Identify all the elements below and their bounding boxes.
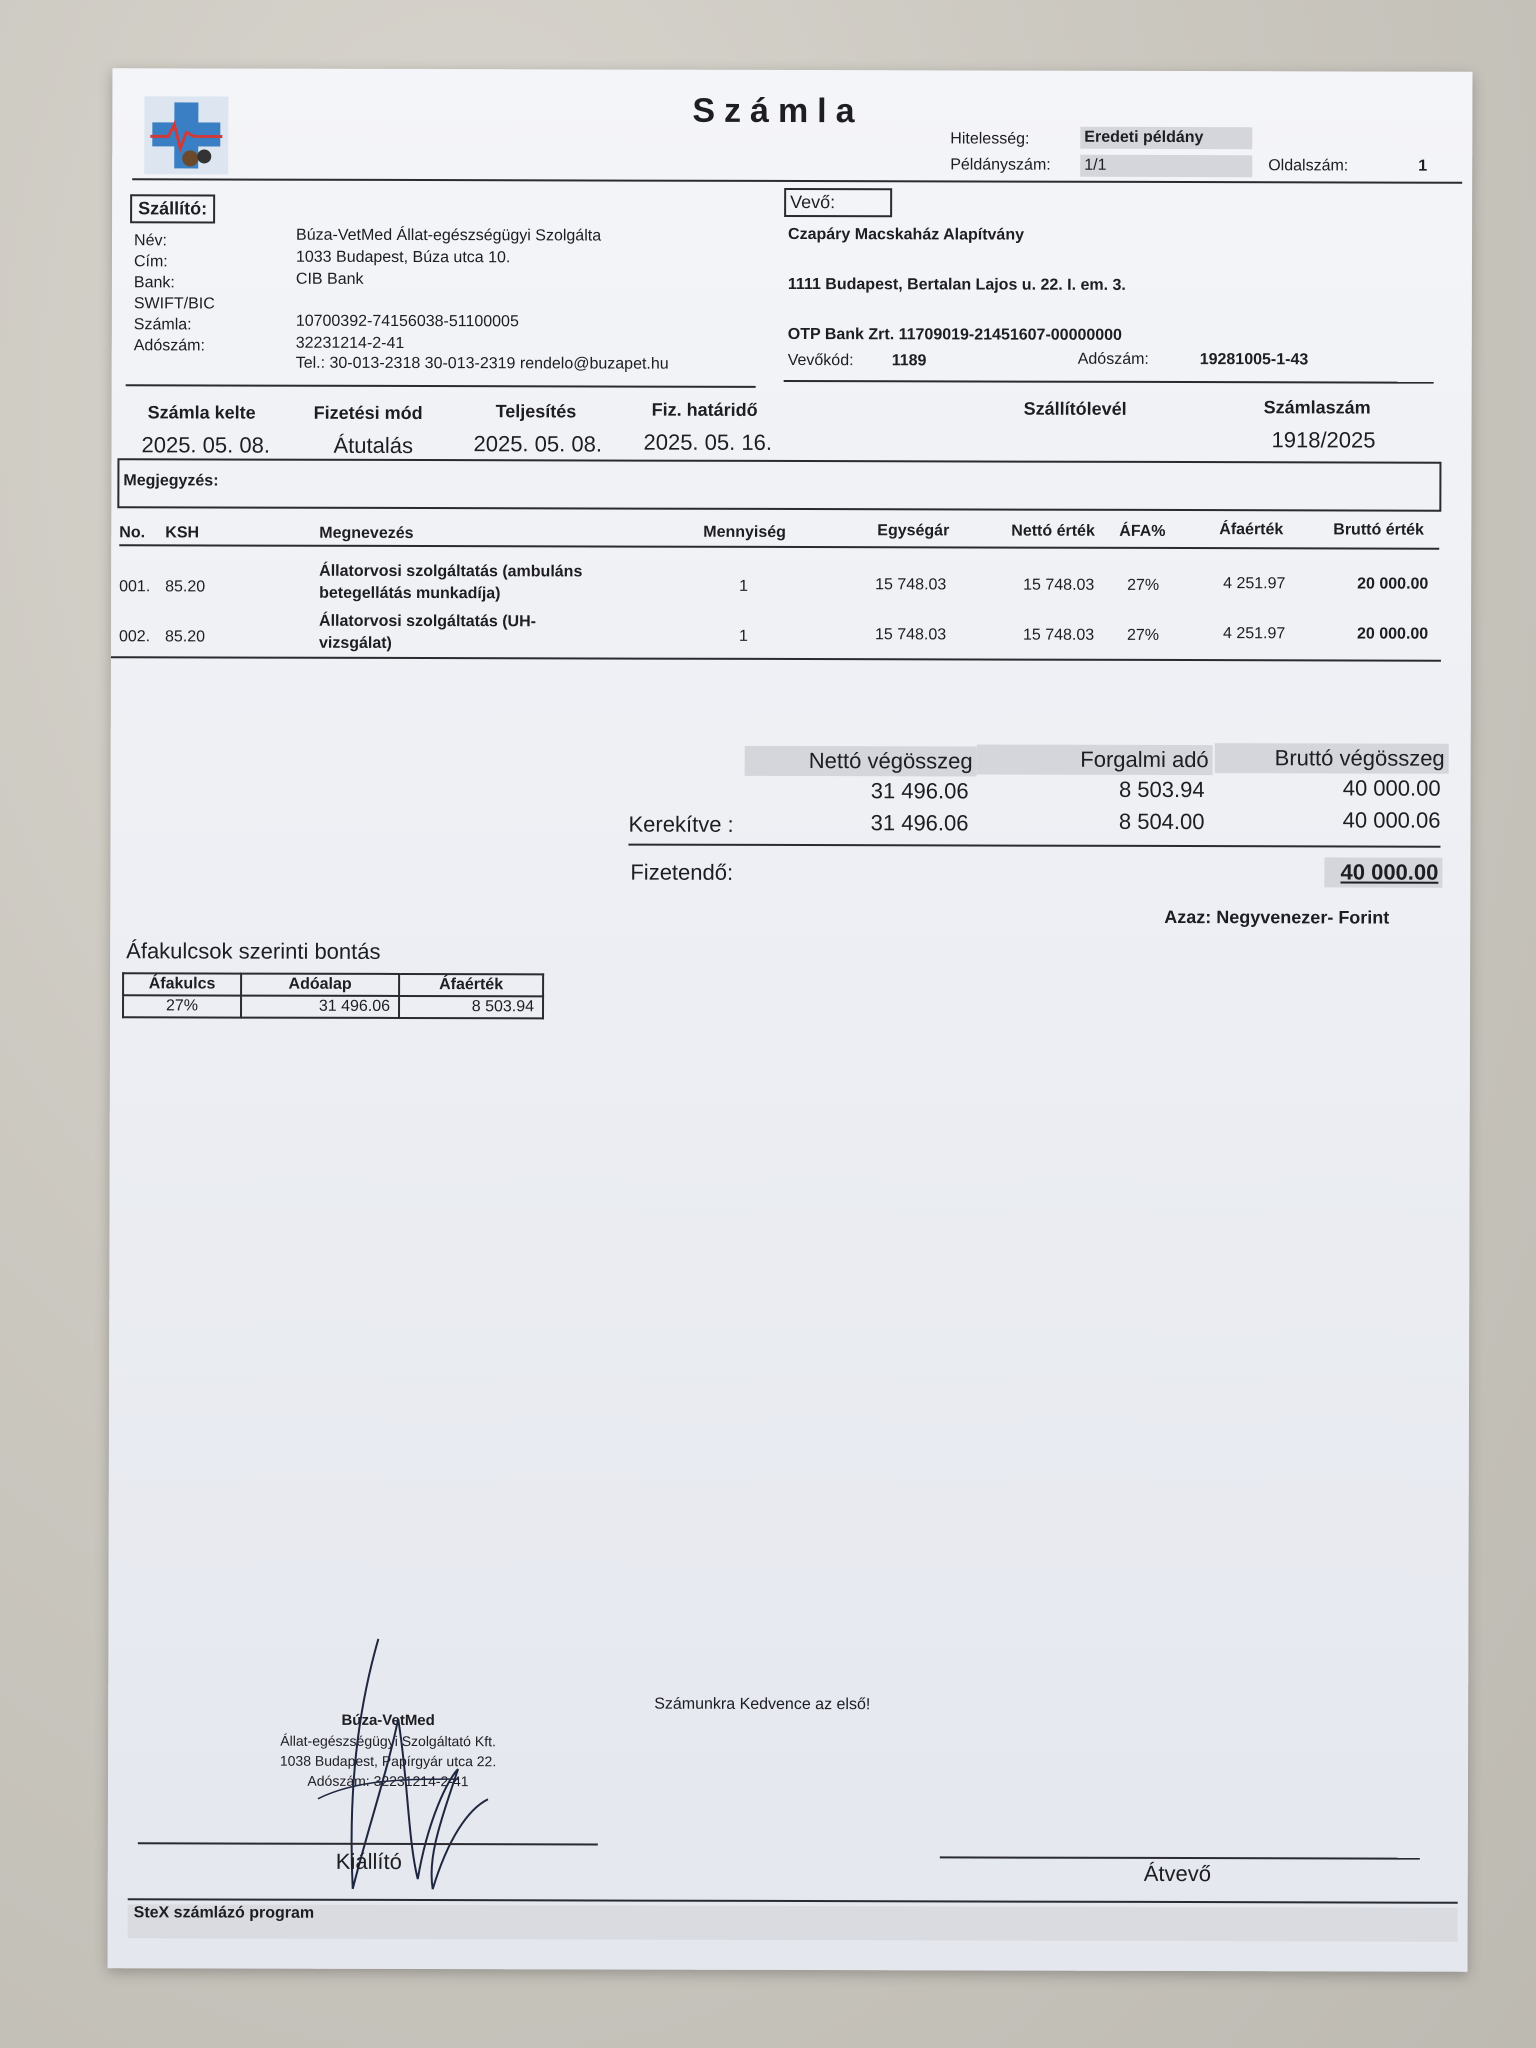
authenticity-label: Hitelesség: (950, 130, 1030, 148)
vat-total-label: Forgalmi adó (977, 744, 1213, 775)
supplier-bank: CIB Bank (295, 270, 364, 288)
note-box (117, 458, 1441, 511)
invoice-number-label: Számlaszám (1263, 397, 1371, 418)
col-name: Megnevezés (319, 524, 414, 543)
invoice-paper (108, 68, 1473, 1972)
receiver-label: Átvevő (1143, 1860, 1212, 1887)
buyer-tax-label: Adószám: (1077, 350, 1149, 368)
supplier-heading: Szállító: (130, 194, 215, 223)
net-total-value: 31 496.06 (870, 778, 969, 804)
buyer-code-label: Vevőkód: (787, 351, 854, 370)
fulfilment-value: 2025. 05. 08. (473, 431, 602, 457)
rounded-label: Kerekítve : (628, 811, 734, 837)
table-row: 002. 85.20 Állatorvosi szolgáltatás (UH- vizsgálat) 1 15 748.03 15 748.03 27% 4 251.97 20 000.00 (118, 612, 1429, 652)
copy-value: 1/1 (1080, 155, 1252, 177)
page-value: 1 (1418, 157, 1428, 175)
buyer-divider (784, 380, 1434, 384)
buyer-name: Czapáry Macskaház Alapítvány (788, 225, 1025, 244)
col-ksh: KSH (165, 524, 200, 542)
col-vat-rate: ÁFA% (1119, 522, 1166, 540)
table-row: 001. 85.20 Állatorvosi szolgáltatás (ambuláns betegellátás munkadíja) 1 15 748.03 15 748.03 27% 4 251.97 20 000.00 (119, 562, 1429, 603)
program-band (128, 1904, 1458, 1941)
buyer-code-value: 1189 (891, 352, 927, 370)
buyer-address: 1111 Budapest, Bertalan Lajos u. 22. I. em. 3. (787, 275, 1126, 294)
items-header-divider (119, 544, 1439, 549)
rounded-gross: 40 000.06 (1342, 807, 1441, 833)
supplier-tax-id: 32231214-2-41 (295, 334, 405, 352)
gross-total-value: 40 000.00 (1342, 775, 1441, 801)
supplier-contact: Tel.: 30-013-2318 30-013-2319 rendelo@buzapet.hu (295, 354, 669, 373)
company-stamp: Búza-VetMed Állat-egészségügyi Szolgáltató Kft. 1038 Budapest, Papírgyár utca 22. Adószám: 32231214-2-41 (279, 1711, 497, 1790)
col-qty: Mennyiség (703, 523, 786, 541)
buyer-heading: Vevő: (784, 188, 892, 217)
payment-method-label: Fizetési mód (313, 402, 423, 424)
amount-in-words: Azaz: Negyvenezer- Forint (1164, 906, 1390, 928)
col-net: Nettó érték (1011, 522, 1095, 540)
delivery-note-label: Szállítólevél (1023, 398, 1127, 419)
authenticity-value: Eredeti példány (1080, 127, 1252, 149)
buyer-tax-value: 19281005-1-43 (1199, 351, 1309, 369)
payable-value: 40 000.00 (1324, 857, 1442, 887)
gross-total-label: Bruttó végösszeg (1215, 743, 1449, 774)
issue-date-label: Számla kelte (147, 402, 256, 423)
header-divider (132, 178, 1462, 183)
issue-date-value: 2025. 05. 08. (141, 432, 270, 458)
col-no: No. (119, 524, 146, 542)
items-bottom-divider (111, 656, 1441, 661)
copy-label: Példányszám: (950, 156, 1051, 174)
vat-breakdown-table: Áfakulcs Adóalap Áfaérték 27% 31 496.06 8 503.94 (122, 972, 544, 1019)
payable-label: Fizetendő: (630, 859, 734, 885)
col-unit-price: Egységár (877, 522, 950, 540)
supplier-divider (126, 384, 756, 388)
col-vat: Áfaérték (1219, 521, 1284, 539)
cross-paw-icon (144, 96, 228, 174)
supplier-labels: Név: Cím: Bank: SWIFT/BIC Számla: Adószám: (133, 232, 215, 355)
due-date-value: 2025. 05. 16. (643, 429, 772, 455)
supplier-address: 1033 Budapest, Búza utca 10. (295, 248, 511, 267)
vat-breakdown-title: Áfakulcsok szerinti bontás (126, 938, 381, 964)
slogan: Számunkra Kedvence az első! (654, 1695, 871, 1714)
totals-divider (628, 844, 1440, 848)
buyer-bank: OTP Bank Zrt. 11709019-21451607-00000000 (787, 325, 1122, 344)
rounded-net: 31 496.06 (870, 810, 969, 836)
invoice-number-value: 1918/2025 (1271, 427, 1376, 453)
note-label: Megjegyzés: (123, 472, 219, 490)
signature (258, 1629, 519, 1930)
col-gross: Bruttó érték (1333, 521, 1424, 539)
receiver-signature-line (940, 1856, 1420, 1859)
rounded-vat: 8 504.00 (1118, 808, 1205, 835)
payment-method-value: Átutalás (333, 432, 414, 459)
vat-total-value: 8 503.94 (1118, 776, 1205, 803)
program-name: SteX számlázó program (133, 1904, 315, 1922)
net-total-label: Nettó végösszeg (745, 746, 977, 777)
clinic-logo (144, 96, 228, 174)
issuer-label: Kiállító (335, 1848, 402, 1874)
page-label: Oldalszám: (1268, 157, 1349, 175)
fulfilment-label: Teljesítés (495, 401, 577, 422)
supplier-name: Búza-VetMed Állat-egészségügyi Szolgálta (296, 226, 602, 245)
due-date-label: Fiz. határidő (651, 399, 758, 420)
invoice-title: Számla (692, 91, 864, 131)
supplier-account: 10700392-74156038-51100005 (295, 312, 519, 331)
